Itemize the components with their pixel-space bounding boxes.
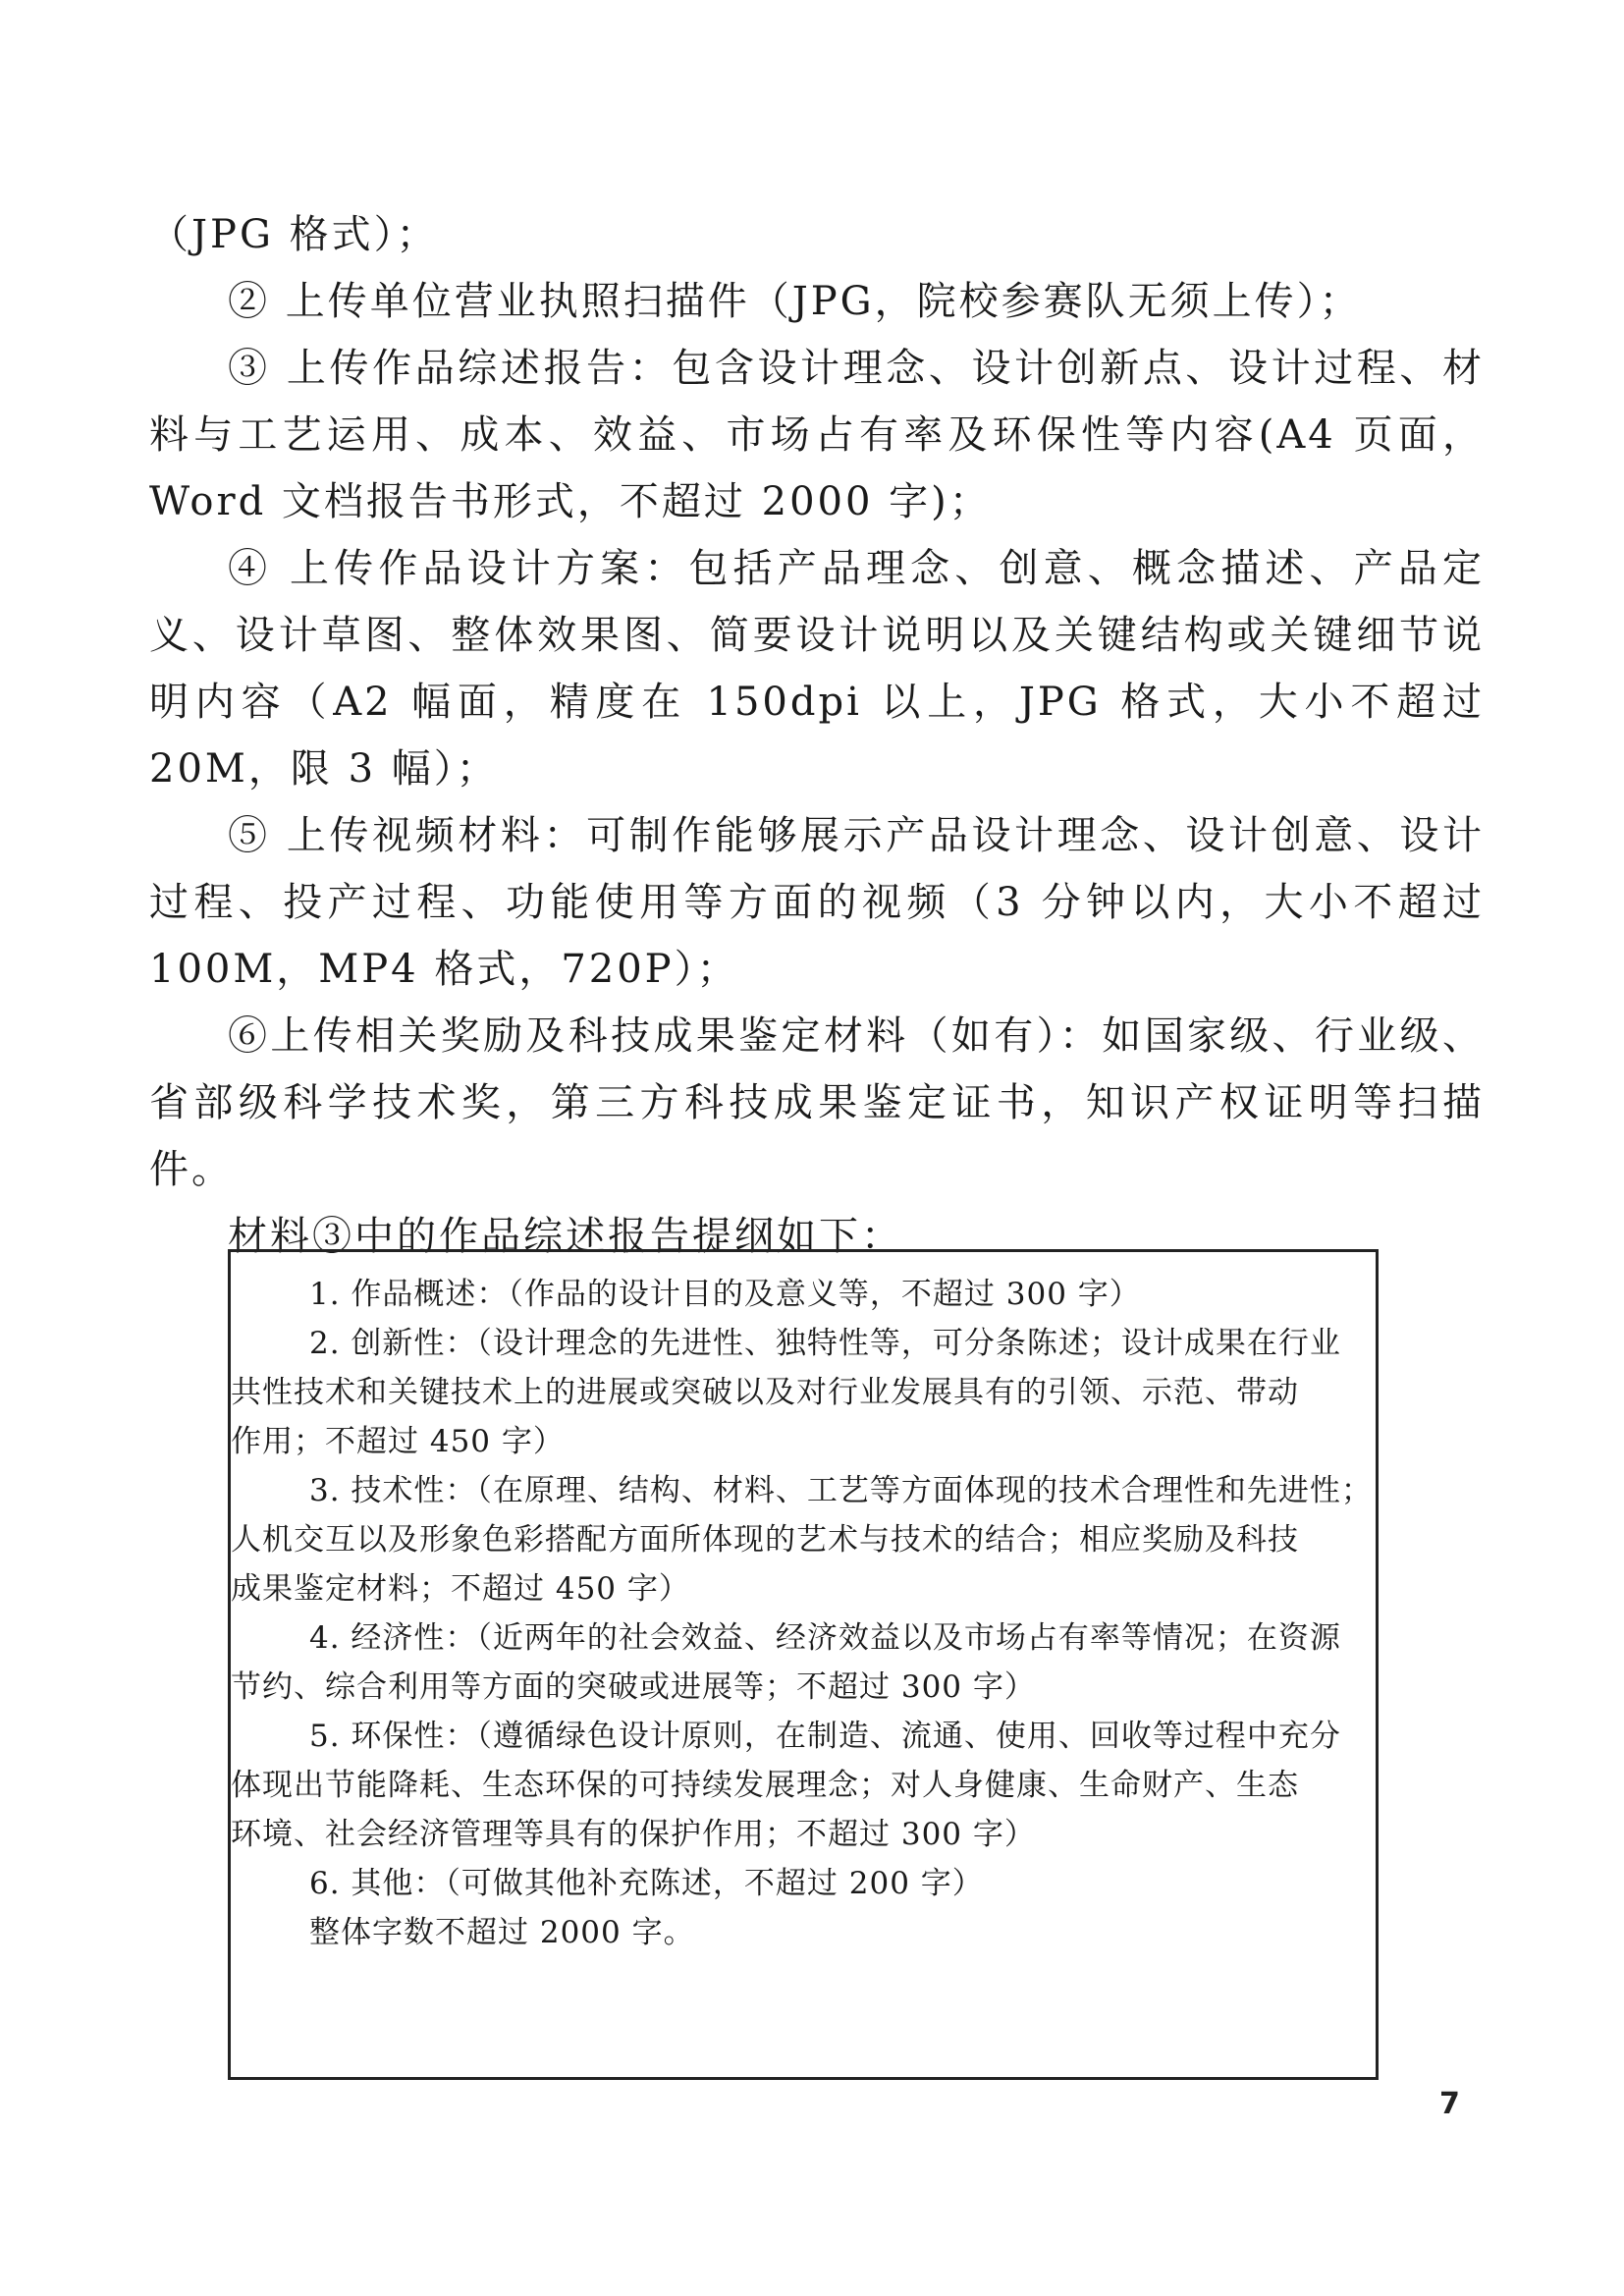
outline-line: 体现出节能降耗、生态环保的可持续发展理念；对人身健康、生命财产、生态 [231,1768,1299,1803]
paragraph-item-2: ② 上传单位营业执照扫描件（JPG，院校参赛队无须上传）； [228,279,1362,324]
outline-line: 成果鉴定材料；不超过 450 字） [231,1571,690,1607]
paragraph-jpg-format: （JPG 格式）； [149,212,439,257]
outline-box [228,1249,1379,2080]
outline-line: 整体字数不超过 2000 字。 [309,1915,695,1950]
outline-line: 节约、综合利用等方面的突破或进展等；不超过 300 字） [231,1669,1036,1705]
outline-line: 6. 其他：（可做其他补充陈述，不超过 200 字） [309,1866,984,1901]
outline-line: 2. 创新性：（设计理念的先进性、独特性等，可分条陈述；设计成果在行业 [309,1326,1341,1361]
outline-line: 人机交互以及形象色彩搭配方面所体现的艺术与技术的结合；相应奖励及科技 [231,1522,1299,1558]
paragraph-outline-intro: 材料③中的作品综述报告提纲如下： [228,1214,903,1259]
body-text [149,201,1485,1270]
page-number: 7 [1439,2087,1460,2121]
outline-line: 环境、社会经济管理等具有的保护作用；不超过 300 字） [231,1817,1036,1852]
paragraph-item-4: ④ 上传作品设计方案：包括产品理念、创意、概念描述、产品定义、设计草图、整体效果图、简要设计说明以及关键结构或关键细节说明内容（A2 幅面，精度在 150dpi 以上，JPG 格式，大小不超过 20M，限 3 幅）； [149,546,1485,792]
outline-line: 1. 作品概述：（作品的设计目的及意义等，不超过 300 字） [309,1277,1141,1312]
outline-line: 5. 环保性：（遵循绿色设计原则，在制造、流通、使用、回收等过程中充分 [309,1719,1341,1754]
paragraph-item-5: ⑤ 上传视频材料：可制作能够展示产品设计理念、设计创意、设计过程、投产过程、功能使用等方面的视频（3 分钟以内，大小不超过 100M，MP4 格式，720P）； [149,813,1485,992]
outline-line: 共性技术和关键技术上的进展或突破以及对行业发展具有的引领、示范、带动 [231,1375,1299,1410]
outline-line: 3. 技术性：（在原理、结构、材料、工艺等方面体现的技术合理性和先进性； [309,1473,1373,1508]
paragraph-item-6: ⑥上传相关奖励及科技成果鉴定材料（如有）：如国家级、行业级、省部级科学技术奖，第三方科技成果鉴定证书，知识产权证明等扫描件。 [149,1013,1485,1192]
outline-line: 4. 经济性：（近两年的社会效益、经济效益以及市场占有率等情况；在资源 [309,1620,1341,1656]
outline-line: 作用；不超过 450 字） [231,1424,565,1459]
paragraph-item-3: ③ 上传作品综述报告：包含设计理念、设计创新点、设计过程、材料与工艺运用、成本、效益、市场占有率及环保性等内容(A4 页面，Word 文档报告书形式，不超过 2000 字)； [149,346,1485,524]
